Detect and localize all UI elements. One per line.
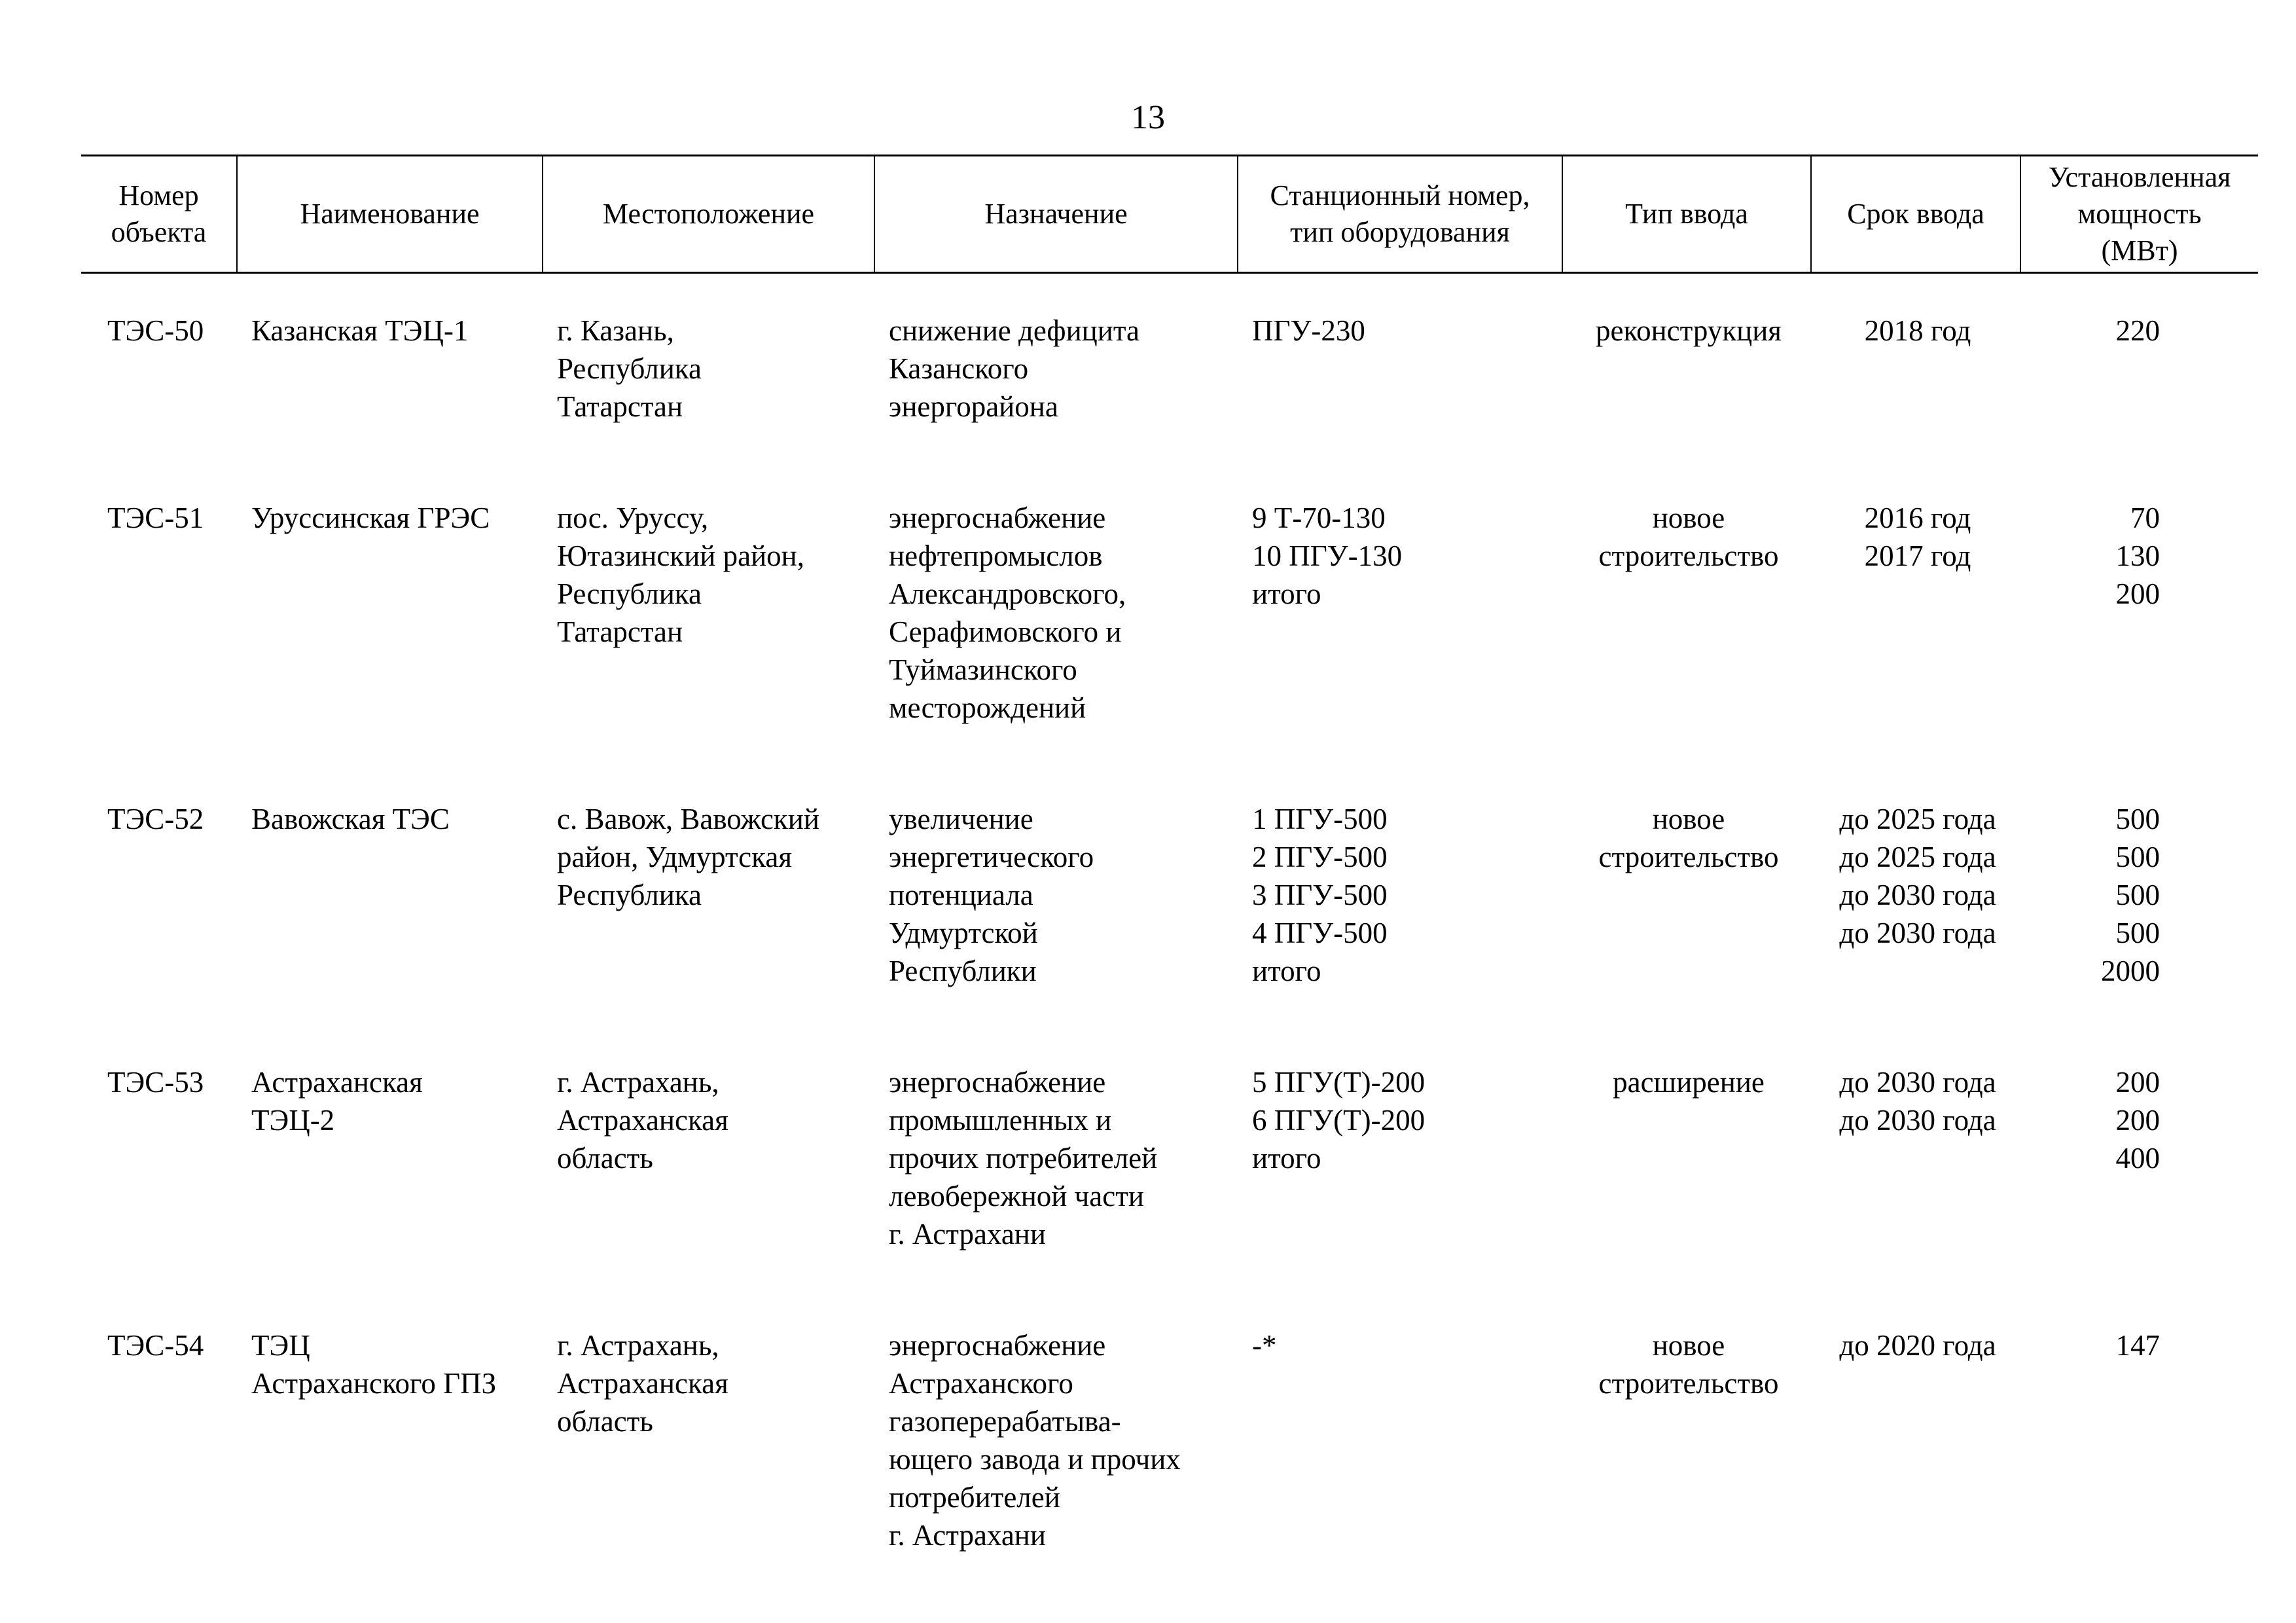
cell-purpose-line: прочих потребителей xyxy=(889,1142,1158,1175)
cell-name xyxy=(237,1063,543,1253)
table-row xyxy=(81,800,2258,990)
cell-input-date-line: до 2025 года xyxy=(1839,803,1996,835)
cell-capacity-line: 220 xyxy=(2115,314,2160,347)
cell-location-line: Республика xyxy=(557,352,702,385)
table-row xyxy=(81,499,2258,727)
cell-purpose xyxy=(874,312,1238,426)
cell-input-type xyxy=(1562,1063,1811,1253)
cell-purpose-line: Астраханского xyxy=(889,1367,1073,1400)
cell-object-number xyxy=(81,1063,237,1253)
cell-input-type-line: новое xyxy=(1652,1329,1725,1362)
gap-row xyxy=(81,990,2258,1063)
cell-location-line: область xyxy=(557,1405,653,1438)
cell-equipment-line: -* xyxy=(1252,1329,1277,1362)
cell-purpose-line: энергетического xyxy=(889,841,1094,873)
cell-location-line: Астраханская xyxy=(557,1104,728,1137)
cell-capacity-line: 2000 xyxy=(2101,955,2160,987)
cell-object-number-text: ТЭС-50 xyxy=(107,314,204,347)
cell-purpose xyxy=(874,800,1238,990)
cell-capacity-line: 200 xyxy=(2115,577,2160,610)
cell-purpose-line: Туймазинского xyxy=(889,653,1077,686)
cell-equipment-line: ПГУ-230 xyxy=(1252,314,1365,347)
cell-input-type-line: строительство xyxy=(1598,841,1779,873)
cell-input-type-line: расширение xyxy=(1613,1066,1765,1099)
cell-equipment-line: 10 ПГУ-130 xyxy=(1252,539,1403,572)
cell-equipment-line: итого xyxy=(1252,577,1321,610)
cell-object-number xyxy=(81,1326,237,1554)
cell-location-line: пос. Уруссу, xyxy=(557,501,709,534)
cell-purpose xyxy=(874,1326,1238,1554)
cell-input-date-line: 2018 год xyxy=(1864,314,1971,347)
cell-capacity-line: 500 xyxy=(2115,803,2160,835)
cell-location-line: г. Астрахань, xyxy=(557,1329,719,1362)
cell-location-line: г. Астрахань, xyxy=(557,1066,719,1099)
cell-input-date-line: до 2030 года xyxy=(1839,917,1996,949)
cell-input-type-line: новое xyxy=(1652,803,1725,835)
cell-location xyxy=(543,312,874,426)
cell-capacity-line: 500 xyxy=(2115,917,2160,949)
header-station-equipment: Станционный номер, тип оборудования xyxy=(1238,156,1562,273)
cell-name-line: ТЭЦ xyxy=(251,1329,310,1362)
cell-input-type xyxy=(1562,312,1811,426)
cell-object-number-text: ТЭС-53 xyxy=(107,1066,204,1099)
cell-input-date xyxy=(1811,800,2020,990)
cell-capacity-line: 200 xyxy=(2115,1104,2160,1137)
page-number: 13 xyxy=(1131,99,1165,136)
cell-input-date-line: до 2025 года xyxy=(1839,841,1996,873)
cell-name-line: ТЭЦ-2 xyxy=(251,1104,335,1137)
cell-object-number-text: ТЭС-51 xyxy=(107,501,204,534)
cell-equipment xyxy=(1238,800,1562,990)
cell-name xyxy=(237,800,543,990)
table-row xyxy=(81,1326,2258,1554)
cell-equipment-line: итого xyxy=(1252,1142,1321,1175)
header-input-type: Тип ввода xyxy=(1562,156,1811,273)
cell-capacity xyxy=(2020,1063,2258,1253)
cell-equipment-line: итого xyxy=(1252,955,1321,987)
cell-capacity-line: 200 xyxy=(2115,1066,2160,1099)
table-header xyxy=(81,156,2258,273)
cell-purpose-line: Серафимовского и xyxy=(889,615,1122,648)
table-body xyxy=(81,273,2258,1555)
cell-location-line: район, Удмуртская xyxy=(557,841,793,873)
cell-input-date xyxy=(1811,1326,2020,1554)
cell-location-line: Татарстан xyxy=(557,390,683,423)
cell-input-date-line: 2016 год xyxy=(1864,501,1971,534)
power-plants-table-wrap xyxy=(81,155,2258,1554)
cell-equipment-line: 2 ПГУ-500 xyxy=(1252,841,1388,873)
cell-input-type xyxy=(1562,1326,1811,1554)
gap-row xyxy=(81,727,2258,800)
cell-purpose-line: энергоснабжение xyxy=(889,501,1106,534)
cell-input-type-line: строительство xyxy=(1598,1367,1779,1400)
cell-location xyxy=(543,1063,874,1253)
cell-equipment xyxy=(1238,499,1562,727)
cell-input-type-line: реконструкция xyxy=(1596,314,1782,347)
cell-location-line: г. Казань, xyxy=(557,314,674,347)
cell-input-date-line: 2017 год xyxy=(1864,539,1971,572)
header-input-date: Срок ввода xyxy=(1811,156,2020,273)
cell-purpose-line: газоперерабатыва- xyxy=(889,1405,1121,1438)
cell-input-date-line: до 2030 года xyxy=(1839,879,1996,911)
cell-purpose-line: энергоснабжение xyxy=(889,1066,1106,1099)
cell-purpose-line: ющего завода и прочих xyxy=(889,1443,1181,1476)
cell-equipment xyxy=(1238,312,1562,426)
cell-capacity-line: 500 xyxy=(2115,879,2160,911)
cell-location-line: Астраханская xyxy=(557,1367,728,1400)
header-purpose: Назначение xyxy=(874,156,1238,273)
cell-input-date xyxy=(1811,1063,2020,1253)
cell-name xyxy=(237,499,543,727)
header-object-number: Номер объекта xyxy=(81,156,237,273)
cell-name-line: Казанская ТЭЦ-1 xyxy=(251,314,469,347)
cell-purpose-line: энергорайона xyxy=(889,390,1058,423)
cell-name-line: Уруссинская ГРЭС xyxy=(251,501,490,534)
cell-input-type-line: строительство xyxy=(1598,539,1779,572)
cell-location-line: Республика xyxy=(557,879,702,911)
cell-equipment-line: 1 ПГУ-500 xyxy=(1252,803,1388,835)
cell-location-line: Ютазинский район, xyxy=(557,539,805,572)
header-name: Наименование xyxy=(237,156,543,273)
cell-purpose-line: потенциала xyxy=(889,879,1033,911)
cell-capacity-line: 400 xyxy=(2115,1142,2160,1175)
cell-object-number xyxy=(81,800,237,990)
cell-location xyxy=(543,499,874,727)
cell-object-number-text: ТЭС-52 xyxy=(107,803,204,835)
cell-equipment xyxy=(1238,1063,1562,1253)
cell-purpose xyxy=(874,1063,1238,1253)
cell-capacity xyxy=(2020,312,2258,426)
cell-name-line: Астраханская xyxy=(251,1066,423,1099)
cell-object-number-text: ТЭС-54 xyxy=(107,1329,204,1362)
cell-capacity-line: 147 xyxy=(2115,1329,2160,1362)
cell-name xyxy=(237,312,543,426)
cell-equipment-line: 3 ПГУ-500 xyxy=(1252,879,1388,911)
cell-purpose-line: Удмуртской xyxy=(889,917,1038,949)
spacer-row xyxy=(81,273,2258,312)
cell-object-number xyxy=(81,499,237,727)
gap-row xyxy=(81,426,2258,499)
cell-purpose-line: Александровского, xyxy=(889,577,1126,610)
cell-location xyxy=(543,1326,874,1554)
cell-input-type xyxy=(1562,499,1811,727)
cell-input-type xyxy=(1562,800,1811,990)
table-row xyxy=(81,1063,2258,1253)
cell-equipment-line: 6 ПГУ(Т)-200 xyxy=(1252,1104,1426,1137)
cell-capacity-line: 500 xyxy=(2115,841,2160,873)
cell-purpose-line: потребителей xyxy=(889,1481,1060,1514)
cell-purpose-line: левобережной части xyxy=(889,1180,1144,1213)
cell-name-line: Астраханского ГПЗ xyxy=(251,1367,497,1400)
cell-purpose-line: г. Астрахани xyxy=(889,1519,1046,1552)
cell-input-date-line: до 2030 года xyxy=(1839,1066,1996,1099)
cell-capacity xyxy=(2020,1326,2258,1554)
cell-location-line: Республика xyxy=(557,577,702,610)
cell-input-date-line: до 2020 года xyxy=(1839,1329,1996,1362)
power-plants-table xyxy=(81,155,2258,1554)
cell-purpose-line: Республики xyxy=(889,955,1037,987)
cell-purpose-line: промышленных и xyxy=(889,1104,1112,1137)
cell-capacity-line: 70 xyxy=(2130,501,2160,534)
cell-purpose xyxy=(874,499,1238,727)
cell-location-line: область xyxy=(557,1142,653,1175)
gap-row xyxy=(81,1253,2258,1326)
table-row xyxy=(81,312,2258,426)
cell-equipment-line: 5 ПГУ(Т)-200 xyxy=(1252,1066,1426,1099)
cell-input-type-line: новое xyxy=(1652,501,1725,534)
cell-equipment xyxy=(1238,1326,1562,1554)
cell-purpose-line: Казанского xyxy=(889,352,1029,385)
cell-capacity xyxy=(2020,499,2258,727)
cell-name xyxy=(237,1326,543,1554)
cell-location-line: с. Вавож, Вавожский xyxy=(557,803,819,835)
cell-object-number xyxy=(81,312,237,426)
header-location: Местоположение xyxy=(543,156,874,273)
cell-name-line: Вавожская ТЭС xyxy=(251,803,450,835)
header-capacity: Установленная мощность (МВт) xyxy=(2020,156,2258,273)
cell-input-date-line: до 2030 года xyxy=(1839,1104,1996,1137)
cell-capacity xyxy=(2020,800,2258,990)
cell-input-date xyxy=(1811,312,2020,426)
cell-purpose-line: нефтепромыслов xyxy=(889,539,1103,572)
cell-purpose-line: месторождений xyxy=(889,691,1086,724)
cell-purpose-line: снижение дефицита xyxy=(889,314,1140,347)
cell-capacity-line: 130 xyxy=(2115,539,2160,572)
cell-purpose-line: г. Астрахани xyxy=(889,1218,1046,1250)
cell-equipment-line: 9 Т-70-130 xyxy=(1252,501,1386,534)
cell-input-date xyxy=(1811,499,2020,727)
cell-equipment-line: 4 ПГУ-500 xyxy=(1252,917,1388,949)
cell-location-line: Татарстан xyxy=(557,615,683,648)
cell-location xyxy=(543,800,874,990)
cell-purpose-line: увеличение xyxy=(889,803,1033,835)
cell-purpose-line: энергоснабжение xyxy=(889,1329,1106,1362)
